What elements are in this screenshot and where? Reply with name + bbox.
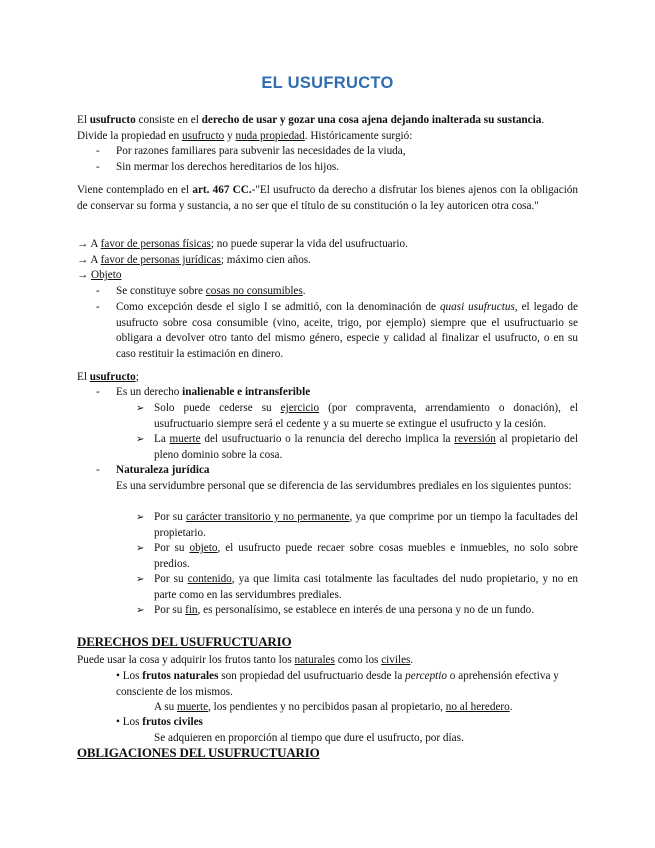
text-underlined: Objeto	[90, 269, 122, 281]
text: son propiedad del usufructuario desde la	[218, 670, 406, 682]
text-underlined: cosas no consumibles	[205, 285, 303, 297]
text-underlined: nuda propiedad	[235, 130, 305, 142]
text: ; máximo cien años.	[220, 254, 311, 266]
text: (por compraventa, arrendamiento o donación), el usufructuario siempre será el cedente y a su muerte se extingue el usufructo y la cesión.	[154, 402, 579, 430]
text: , los pendientes y no percibidos pasan al propietario,	[208, 701, 446, 713]
text-underlined: objeto	[189, 542, 218, 554]
intro-line-2	[77, 129, 578, 145]
text: Por su	[154, 604, 186, 616]
text-underlined: civiles	[381, 654, 411, 666]
dash-marker: -	[96, 386, 100, 398]
text-underlined: muerte	[169, 433, 201, 445]
text: La	[154, 433, 170, 445]
arrow-bullet-icon: ➢	[136, 434, 145, 445]
list-item	[116, 463, 578, 479]
text: Como excepción desde el siglo I se admitió, con la denominación de	[116, 301, 440, 313]
text: del usufructuario o la renuncia del derecho implica la	[200, 433, 455, 445]
text: . Históricamente surgió:	[304, 130, 413, 142]
bullet-text: • Los	[116, 670, 143, 682]
sub-item	[154, 432, 578, 463]
list-item	[116, 284, 578, 300]
arrow-bullet-icon: ➢	[136, 605, 145, 616]
text-underlined: fin	[185, 604, 198, 616]
derechos-intro	[77, 653, 578, 669]
objeto-line	[77, 268, 578, 284]
text-bold: frutos naturales	[142, 670, 219, 682]
frutos-civiles-note: Se adquieren en proporción al tiempo que dure el usufructo, por días.	[154, 732, 464, 744]
dash-marker: -	[96, 464, 100, 476]
text: -"El usufructo da derecho a disfrutar los bienes ajenos con la obligación de conservar su forma y sustancia, a no ser que el título de su constitución o la ley autoricen otra cosa."	[77, 184, 578, 212]
list-item	[116, 385, 578, 401]
text-bold: inalienable e intransferible	[182, 386, 311, 398]
text-italic: quasi usufructus	[439, 301, 515, 313]
frutos-naturales-note	[154, 700, 578, 716]
sub-item	[154, 572, 578, 603]
text: , ya que comprime por un tiempo la facultades del propietario.	[154, 511, 578, 539]
text-underlined: muerte	[177, 701, 209, 713]
text-underlined: reversión	[454, 433, 496, 445]
dash-marker: -	[96, 145, 100, 157]
dash-marker: -	[96, 301, 100, 313]
arrow-bullet-icon: ➢	[136, 512, 145, 523]
sub-item	[154, 603, 578, 619]
section-heading-obligaciones: OBLIGACIONES DEL USUFRUCTUARIO	[77, 745, 320, 760]
arrow-bullet-icon: ➢	[136, 403, 145, 414]
sub-item	[154, 541, 578, 572]
text: .	[541, 114, 545, 126]
text: como los	[334, 654, 382, 666]
intro-line-1	[77, 113, 578, 129]
text: Solo puede cederse su	[154, 402, 281, 414]
text: El	[77, 371, 90, 383]
text-underlined: favor de personas físicas	[100, 238, 211, 250]
text-bold-underlined: usufructo	[89, 371, 136, 383]
list-item: Sin mermar los derechos hereditarios de los hijos.	[116, 161, 340, 173]
text: .	[302, 285, 306, 297]
text-underlined: carácter transitorio y no permanente	[186, 511, 350, 523]
text: Por su	[154, 573, 188, 585]
arrow-bullet-icon: ➢	[136, 543, 145, 554]
list-item	[116, 300, 578, 362]
arrow-bullet-icon: ➢	[136, 574, 145, 585]
arrow-icon: → A	[77, 254, 101, 266]
text: , el usufructo puede recaer sobre cosas muebles e inmuebles, no solo sobre predios.	[154, 542, 578, 570]
bullet-text: • Los	[116, 716, 143, 728]
bullet-frutos-naturales	[116, 669, 578, 700]
article-paragraph	[77, 183, 578, 214]
sub-item	[154, 401, 578, 432]
section-heading-derechos: DERECHOS DEL USUFRUCTUARIO	[77, 634, 292, 649]
text-underlined: ejercicio	[280, 402, 320, 414]
text: al propietario del pleno dominio sobre la cosa.	[154, 433, 578, 461]
text: El	[77, 114, 90, 126]
list-item: Por razones familiares para subvenir las necesidades de la viuda,	[116, 145, 406, 157]
text: Viene contemplado en el	[77, 184, 193, 196]
dash-marker: -	[96, 161, 100, 173]
usufructo-line	[77, 370, 578, 386]
text: consiste en el	[135, 114, 202, 126]
favor-fisicas-line	[77, 237, 578, 253]
article-reference: art. 467 CC.	[192, 184, 252, 196]
text: ; no puede superar la vida del usufructuario.	[210, 238, 408, 250]
text-italic: perceptio	[405, 670, 447, 682]
text: y	[224, 130, 236, 142]
favor-juridicas-line	[77, 253, 578, 269]
text: A su	[154, 701, 178, 713]
text-underlined: contenido	[187, 573, 232, 585]
page-title: EL USUFRUCTO	[261, 74, 394, 92]
text: , ya que limita casi totalmente las facultades del nudo propietario, y no en parte como en las servidumbres prediales.	[154, 573, 578, 601]
text: , es personalísimo, se establece en interés de una persona y no de un fundo.	[197, 604, 534, 616]
text-underlined: usufructo	[182, 130, 225, 142]
text: Divide la propiedad en	[77, 130, 183, 142]
text: Puede usar la cosa y adquirir los frutos tanto los	[77, 654, 295, 666]
sub-item	[154, 510, 578, 541]
arrow-icon: →	[77, 269, 91, 281]
dash-marker: -	[96, 285, 100, 297]
text-underlined: naturales	[294, 654, 335, 666]
text-underlined: favor de personas jurídicas	[100, 254, 221, 266]
text: , el legado de usufructo sobre cosa consumible (vino, aceite, trigo, por ejemplo) siempre que el usufructuario se obligara a devolver otro tanto del mismo género, especie y calidad al finalizar el usufructo, o en su caso restituir la estimación en dinero.	[116, 301, 578, 360]
text: ;	[135, 371, 139, 383]
text: .	[410, 654, 414, 666]
text: .	[509, 701, 513, 713]
text: o aprehensión efectiva y consciente de los mismos.	[116, 670, 559, 698]
text: Se constituye sobre	[116, 285, 206, 297]
text: Por su	[154, 511, 187, 523]
text-underlined: no al heredero	[445, 701, 510, 713]
text-bold: usufructo	[89, 114, 136, 126]
text: Es un derecho	[116, 386, 183, 398]
text-bold: Naturaleza jurídica	[116, 464, 210, 476]
text-bold: derecho de usar y gozar una cosa ajena dejando inalterada su sustancia	[201, 114, 542, 126]
text-bold: frutos civiles	[142, 716, 203, 728]
naturaleza-text: Es una servidumbre personal que se diferencia de las servidumbres prediales en los siguientes puntos:	[116, 480, 572, 492]
text: Por su	[154, 542, 190, 554]
arrow-icon: → A	[77, 238, 101, 250]
bullet-frutos-civiles	[116, 715, 578, 731]
